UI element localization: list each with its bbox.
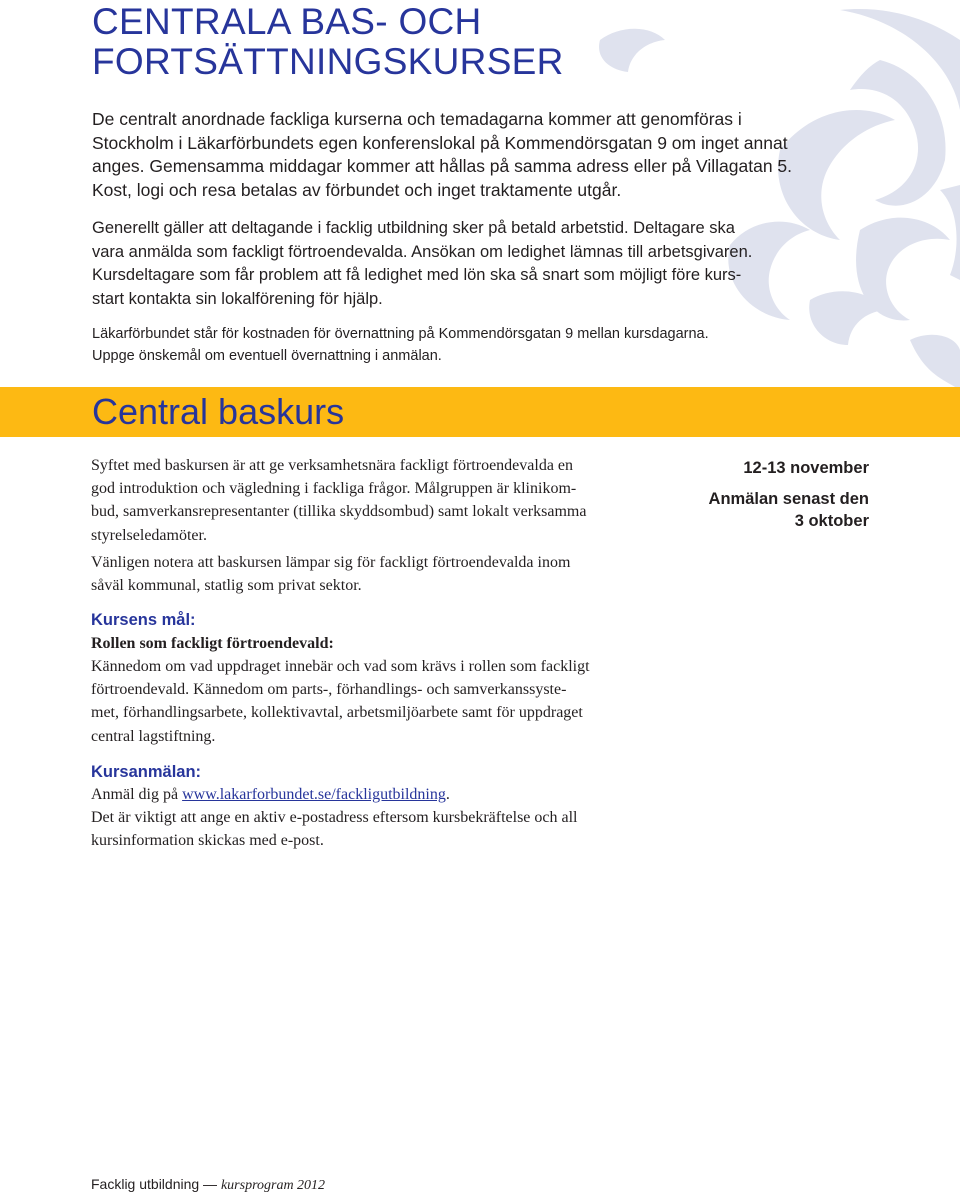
- text-line: Kännedom om vad uppdraget innebär och vad som krävs i rollen som fackligt: [91, 658, 590, 675]
- text-line: förtroendevald. Kännedom om parts-, förhandlings- och samverkanssyste-: [91, 681, 567, 699]
- page-footer: [91, 1174, 325, 1196]
- goals-paragraph: [91, 655, 651, 748]
- goals-subheading: Rollen som fackligt förtroendevald:: [91, 635, 334, 652]
- footer-label: Facklig utbildning —: [91, 1176, 221, 1192]
- purpose-paragraph: [91, 454, 651, 547]
- text-line: Läkarförbundet står för kostnaden för övernattning på Kommendörsgatan 9 mellan kursdagarna.: [92, 326, 709, 342]
- intro-paragraph-accommodation: [92, 323, 872, 367]
- text-line: såväl kommunal, statlig som privat sektor.: [91, 577, 362, 595]
- text-line: Generellt gäller att deltagande i facklig utbildning sker på betald arbetstid. Deltagare ska: [92, 219, 735, 237]
- text-line: Syftet med baskursen är att ge verksamhetsnära fackligt förtroendevalda en: [91, 457, 574, 474]
- registration-paragraph: [91, 783, 651, 853]
- section-header-band: [0, 387, 960, 437]
- text-line: kursinformation skickas med e-post.: [91, 832, 324, 850]
- text-line: vara anmälda som fackligt förtroendevalda. Ansökan om ledighet lämnas till arbetsgivaren.: [92, 242, 753, 261]
- registration-heading: Kursanmälan:: [91, 763, 202, 781]
- registration-link[interactable]: www.lakarforbundet.se/fackligutbildning: [182, 786, 446, 803]
- footer-subtitle: kursprogram 2012: [220, 1178, 326, 1193]
- text-line: start kontakta sin lokalförening för hjälp.: [92, 289, 383, 308]
- note-paragraph: [91, 551, 651, 597]
- course-date: 12-13 november: [743, 459, 869, 477]
- text-line: Det är viktigt att ange en aktiv e-postadress eftersom kursbekräftelse och all: [91, 809, 578, 827]
- section-title: Central baskurs: [92, 391, 345, 432]
- text-line: central lagstiftning.: [91, 727, 216, 745]
- text-line: Kost, logi och resa betalas av förbundet och inget traktamente utgår.: [92, 179, 622, 200]
- title-line: CENTRALA BAS- OCH: [92, 1, 482, 42]
- text-line: anges. Gemensamma middagar kommer att hållas på samma adress eller på Villagatan 5.: [92, 156, 793, 176]
- text-line: Uppge önskemål om eventuell övernattning i anmälan.: [92, 348, 442, 364]
- text-line: bud, samverkansrepresentanter (tillika skyddsombud) samt lokalt verksamma: [91, 503, 587, 521]
- title-line: FORTSÄTTNINGSKURSER: [92, 41, 564, 82]
- intro-paragraph-location: [92, 108, 872, 202]
- text-line: Stockholm i Läkarförbundets egen konferenslokal på Kommendörsgatan 9 om inget annat: [92, 132, 788, 153]
- text-line: De centralt anordnade fackliga kurserna och temadagarna kommer att genomföras i: [92, 109, 742, 129]
- text-line: met, förhandlingsarbete, kollektivavtal, arbetsmiljöarbete samt för uppdraget: [91, 704, 583, 722]
- text-line: styrelseledamöter.: [91, 526, 207, 544]
- deadline-line: Anmälan senast den: [708, 490, 869, 508]
- text-line: Vänligen notera att baskursen lämpar sig för fackligt förtroendevalda inom: [91, 554, 571, 571]
- registration-line: [91, 783, 651, 806]
- text-line: god introduktion och vägledning i fackliga frågor. Målgruppen är klinikom-: [91, 480, 577, 498]
- course-info-sidebar: [649, 457, 869, 532]
- registration-suffix: .: [445, 786, 450, 803]
- registration-prefix: Anmäl dig på: [91, 786, 183, 803]
- page-title: [92, 2, 564, 82]
- text-line: Kursdeltagare som får problem att få ledighet med lön ska så snart som möjligt före kurs-: [92, 266, 742, 284]
- goals-heading: Kursens mål:: [91, 611, 196, 629]
- deadline-date: 3 oktober: [794, 512, 869, 530]
- intro-paragraph-leave: [92, 217, 872, 311]
